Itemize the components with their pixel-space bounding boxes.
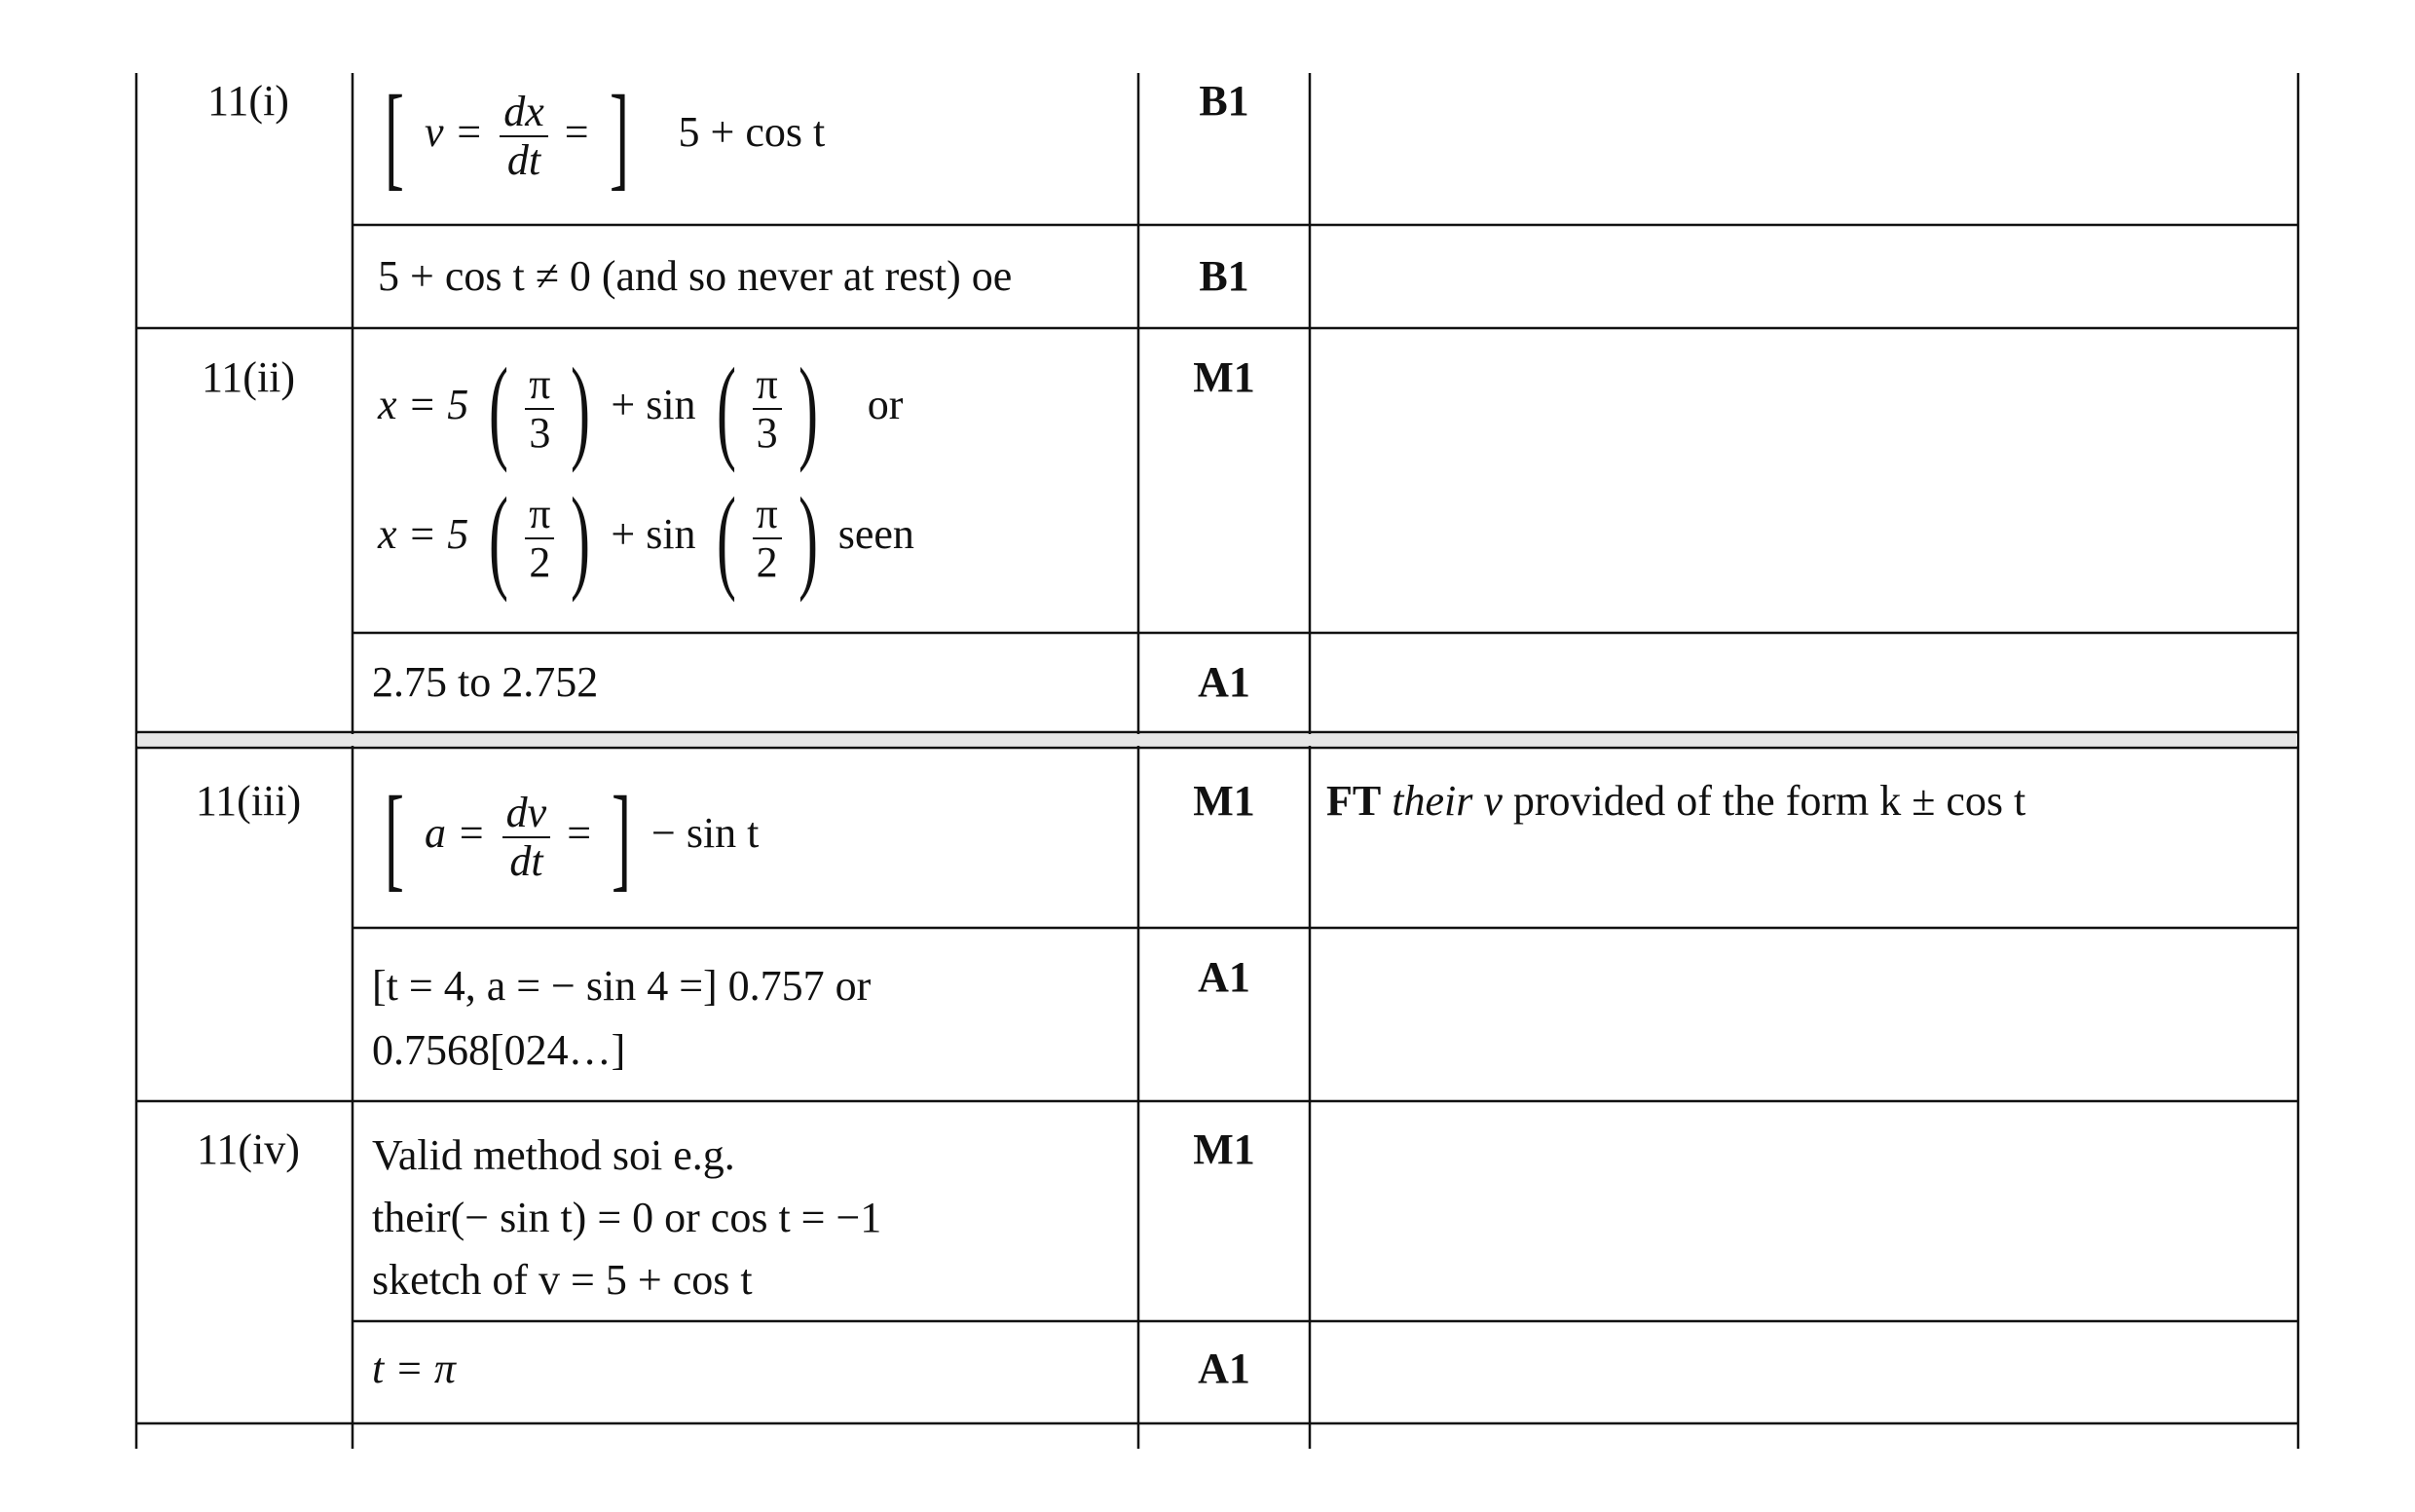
right-paren: ) bbox=[571, 473, 591, 603]
left-paren: ( bbox=[716, 344, 736, 473]
answer-line: [t = 4, a = − sin 4 =] 0.757 or bbox=[372, 962, 872, 1010]
right-paren: ) bbox=[798, 473, 818, 603]
left-bracket: [ bbox=[384, 71, 404, 201]
answer-cell bbox=[372, 954, 871, 1083]
guidance-italic: their v bbox=[1392, 777, 1503, 825]
fraction-denominator: dt bbox=[509, 837, 543, 885]
answer-cell bbox=[378, 473, 914, 603]
fraction bbox=[525, 361, 554, 458]
answer-lhs: v = bbox=[424, 108, 484, 157]
answer-cell bbox=[372, 1125, 881, 1310]
fraction bbox=[753, 491, 782, 587]
question-label: 11(iii) bbox=[195, 777, 302, 825]
mark-label: M1 bbox=[1193, 777, 1255, 825]
right-paren: ) bbox=[798, 344, 818, 473]
fraction-denominator: 2 bbox=[529, 538, 551, 586]
mark-label: B1 bbox=[1199, 252, 1249, 300]
guidance-text bbox=[1326, 776, 2025, 828]
answer-line: Valid method soi e.g. bbox=[372, 1131, 735, 1179]
fraction-denominator: dt bbox=[506, 136, 541, 184]
mark-label: M1 bbox=[1193, 1125, 1255, 1173]
right-paren: ) bbox=[571, 344, 591, 473]
guidance-rest: provided of the form k ± cos t bbox=[1512, 777, 2026, 825]
answer-tail: or bbox=[867, 381, 904, 429]
fraction bbox=[753, 361, 782, 458]
question-label: 11(ii) bbox=[201, 353, 296, 401]
answer-lhs: x = 5 bbox=[378, 510, 469, 559]
mark-label: A1 bbox=[1198, 1345, 1250, 1392]
left-bracket: [ bbox=[384, 772, 404, 902]
left-paren: ( bbox=[489, 473, 509, 603]
mark-label: A1 bbox=[1198, 953, 1250, 1001]
question-label: 11(i) bbox=[207, 77, 289, 125]
fraction-numerator: π bbox=[525, 361, 554, 410]
answer-line: their(− sin t) = 0 or cos t = −1 bbox=[372, 1193, 882, 1241]
fraction-denominator: 2 bbox=[756, 538, 778, 586]
guidance-bold: FT bbox=[1326, 777, 1382, 825]
mark-label: B1 bbox=[1199, 77, 1249, 125]
fraction bbox=[525, 491, 554, 587]
answer-text: 2.75 to 2.752 bbox=[372, 658, 599, 706]
answer-rhs: − sin t bbox=[651, 809, 760, 858]
answer-mid: + sin bbox=[611, 381, 696, 429]
mark-label: M1 bbox=[1193, 353, 1255, 401]
equals-sign: = bbox=[564, 108, 589, 157]
answer-cell bbox=[378, 344, 904, 473]
left-paren: ( bbox=[716, 473, 736, 603]
answer-cell bbox=[375, 772, 760, 902]
fraction bbox=[500, 89, 548, 185]
answer-text: t = π bbox=[372, 1345, 456, 1392]
fraction-numerator: dv bbox=[502, 790, 551, 838]
equals-sign: = bbox=[567, 809, 592, 858]
left-paren: ( bbox=[489, 344, 509, 473]
answer-line: sketch of v = 5 + cos t bbox=[372, 1255, 753, 1304]
question-label: 11(iv) bbox=[197, 1125, 300, 1173]
answer-mid: + sin bbox=[611, 510, 696, 559]
fraction bbox=[502, 790, 551, 886]
answer-lhs: x = 5 bbox=[378, 381, 469, 429]
answer-cell bbox=[375, 71, 826, 201]
fraction-numerator: π bbox=[753, 491, 782, 539]
right-bracket: ] bbox=[609, 71, 629, 201]
answer-lhs: a = bbox=[424, 809, 486, 858]
answer-rhs: 5 + cos t bbox=[678, 108, 826, 157]
answer-text: 5 + cos t ≠ 0 (and so never at rest) oe bbox=[378, 252, 1013, 300]
fraction-denominator: 3 bbox=[529, 409, 551, 457]
fraction-numerator: π bbox=[753, 361, 782, 410]
fraction-numerator: dx bbox=[500, 89, 548, 137]
fraction-denominator: 3 bbox=[756, 409, 778, 457]
answer-line: 0.7568[024…] bbox=[372, 1026, 626, 1074]
right-bracket: ] bbox=[612, 772, 632, 902]
answer-tail: seen bbox=[837, 510, 914, 559]
mark-label: A1 bbox=[1198, 658, 1250, 706]
fraction-numerator: π bbox=[525, 491, 554, 539]
